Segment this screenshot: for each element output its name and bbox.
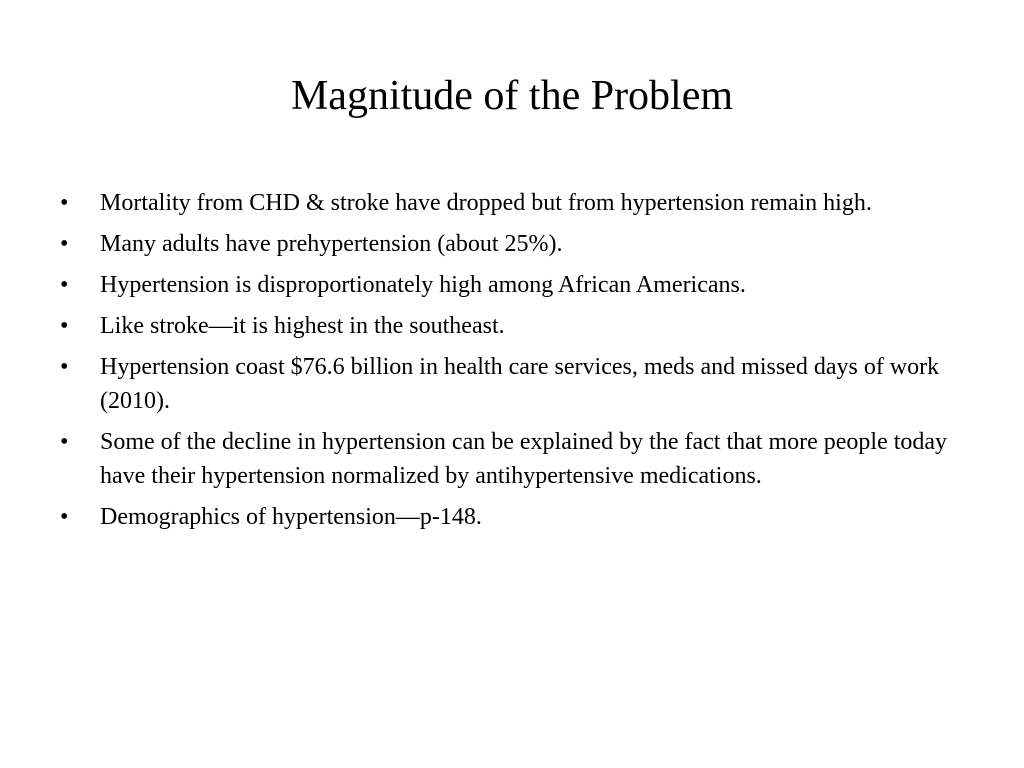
bullet-icon: • — [60, 272, 69, 298]
bullet-text: Some of the decline in hypertension can be explained by the fact that more people today have their hypertension normalized by antihypertensive medications. — [100, 429, 948, 489]
bullet-text: Hypertension coast $76.6 billion in health care services, meds and missed days of work (2010). — [100, 354, 940, 414]
bullet-item — [60, 186, 960, 220]
bullet-icon: • — [60, 354, 69, 380]
bullet-text: Hypertension is disproportionately high among African Americans. — [100, 272, 746, 298]
bullet-text: Demographics of hypertension—p-148. — [100, 504, 482, 530]
bullet-icon: • — [60, 313, 69, 339]
bullet-text: Mortality from CHD & stroke have dropped but from hypertension remain high. — [100, 190, 872, 216]
bullet-icon: • — [60, 190, 69, 216]
bullet-icon: • — [60, 429, 69, 455]
bullet-item — [60, 350, 960, 418]
bullet-icon: • — [60, 231, 69, 257]
bullet-item — [60, 227, 960, 261]
bullet-item — [60, 309, 960, 343]
bullet-text: Like stroke—it is highest in the southeast. — [100, 313, 505, 339]
bullet-list — [60, 186, 960, 541]
bullet-item — [60, 268, 960, 302]
bullet-icon: • — [60, 504, 69, 530]
bullet-text: Many adults have prehypertension (about 25%). — [100, 231, 563, 257]
bullet-item — [60, 425, 960, 493]
slide-title: Magnitude of the Problem — [290, 73, 734, 119]
bullet-item — [60, 500, 960, 534]
